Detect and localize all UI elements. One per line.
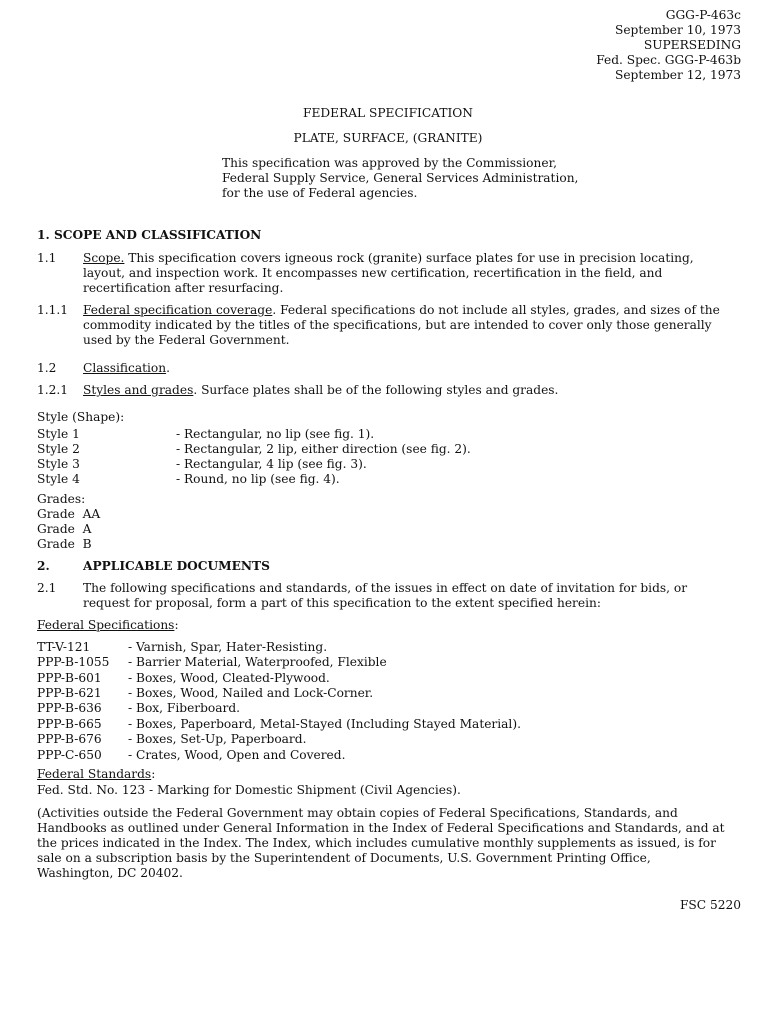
para-2-1-line-1: The following specifications and standards, of the issues in effect on date of invitation for bids, or (83, 581, 688, 595)
fsc-code: FSC 5220 (679, 898, 741, 912)
para-2-1-line-2: request for proposal, form a part of this specification to the extent specified herein: (83, 596, 601, 610)
para-1-1-line-1: Scope. This specification covers igneous rock (granite) surface plates for use in precision locating, (83, 251, 694, 265)
para-1-1-1-line-1: Federal specification coverage. Federal specifications do not include all styles, grades, and sizes of the (83, 303, 720, 317)
style-desc: - Rectangular, 2 lip, either direction (see fig. 2). (176, 442, 471, 456)
para-1-1-1-number: 1.1.1 (37, 303, 69, 317)
superseded-date: September 12, 1973 (614, 68, 741, 82)
approval-line-2: Federal Supply Service, General Services Administration, (222, 171, 579, 185)
superseding-label: SUPERSEDING (643, 38, 741, 52)
grade-item: Grade B (37, 537, 92, 551)
spec-desc: - Boxes, Wood, Nailed and Lock-Corner. (128, 686, 374, 700)
para-1-2-1-text: Styles and grades. Surface plates shall be of the following styles and grades. (83, 383, 559, 397)
style-name: Style 1 (37, 427, 80, 441)
spec-desc: - Box, Fiberboard. (128, 701, 241, 715)
style-heading: Style (Shape): (37, 410, 125, 424)
spec-id: PPP-B-601 (37, 671, 102, 685)
spec-desc: - Varnish, Spar, Hater-Resisting. (128, 640, 328, 654)
para-2-1-number: 2.1 (37, 581, 57, 595)
federal-standard-item: Fed. Std. No. 123 - Marking for Domestic Shipment (Civil Agencies). (37, 783, 461, 797)
federal-standards-heading: Federal Standards: (37, 767, 156, 781)
doc-id: GGG-P-463c (665, 8, 741, 22)
grade-item: Grade A (37, 522, 92, 536)
style-name: Style 3 (37, 457, 80, 471)
note-line-5: Washington, DC 20402. (37, 866, 183, 880)
doc-date: September 10, 1973 (614, 23, 741, 37)
note-line-2: Handbooks as outlined under General Information in the Index of Federal Specifications and Standards, and at (37, 821, 725, 835)
approval-line-1: This specification was approved by the Commissioner, (222, 156, 557, 170)
section-2-heading: APPLICABLE DOCUMENTS (83, 559, 270, 573)
spec-id: PPP-B-636 (37, 701, 102, 715)
para-1-2-number: 1.2 (37, 361, 57, 375)
spec-desc: - Barrier Material, Waterproofed, Flexible (128, 655, 387, 669)
spec-id: PPP-B-621 (37, 686, 102, 700)
scope-label: Scope. (83, 251, 125, 265)
spec-id: PPP-B-676 (37, 732, 102, 746)
spec-id: PPP-C-650 (37, 748, 102, 762)
para-1-1-line-2: layout, and inspection work. It encompasses new certification, recertification in the field, and (83, 266, 663, 280)
spec-desc: - Boxes, Wood, Cleated-Plywood. (128, 671, 330, 685)
section-2-number: 2. (37, 559, 50, 573)
style-name: Style 2 (37, 442, 80, 456)
para-1-2-text: Classification. (83, 361, 170, 375)
spec-id: PPP-B-665 (37, 717, 102, 731)
section-1-heading: 1. SCOPE AND CLASSIFICATION (37, 228, 262, 242)
superseded-spec: Fed. Spec. GGG-P-463b (596, 53, 741, 67)
para-1-1-number: 1.1 (37, 251, 57, 265)
spec-desc: - Boxes, Set-Up, Paperboard. (128, 732, 307, 746)
classification-label: Classification (83, 361, 167, 375)
grades-heading: Grades: (37, 492, 86, 506)
style-name: Style 4 (37, 472, 80, 486)
doc-title-line2: PLATE, SURFACE, (GRANITE) (293, 131, 483, 145)
grade-item: Grade AA (37, 507, 101, 521)
para-1-1-1-line-3: used by the Federal Government. (83, 333, 290, 347)
coverage-label: Federal specification coverage (83, 303, 273, 317)
spec-desc: - Boxes, Paperboard, Metal-Stayed (Including Stayed Material). (128, 717, 521, 731)
style-desc: - Round, no lip (see fig. 4). (176, 472, 340, 486)
approval-line-3: for the use of Federal agencies. (222, 186, 418, 200)
note-line-4: sale on a subscription basis by the Superintendent of Documents, U.S. Government Printing Office, (37, 851, 651, 865)
para-1-2-1-number: 1.2.1 (37, 383, 69, 397)
spec-desc: - Crates, Wood, Open and Covered. (128, 748, 346, 762)
para-1-1-1-line-2: commodity indicated by the titles of the specifications, but are intended to cover only those generally (83, 318, 712, 332)
style-desc: - Rectangular, 4 lip (see fig. 3). (176, 457, 367, 471)
federal-specifications-heading: Federal Specifications: (37, 618, 179, 632)
note-line-3: the prices indicated in the Index. The Index, which includes cumulative monthly supplements as issued, is for (37, 836, 716, 850)
spec-id: PPP-B-1055 (37, 655, 110, 669)
styles-grades-label: Styles and grades (83, 383, 194, 397)
para-1-1-line-3: recertification after resurfacing. (83, 281, 284, 295)
style-desc: - Rectangular, no lip (see fig. 1). (176, 427, 375, 441)
doc-title-line1: FEDERAL SPECIFICATION (303, 106, 473, 120)
spec-id: TT-V-121 (37, 640, 91, 654)
note-line-1: (Activities outside the Federal Government may obtain copies of Federal Specifications, Standards, and (37, 806, 678, 820)
